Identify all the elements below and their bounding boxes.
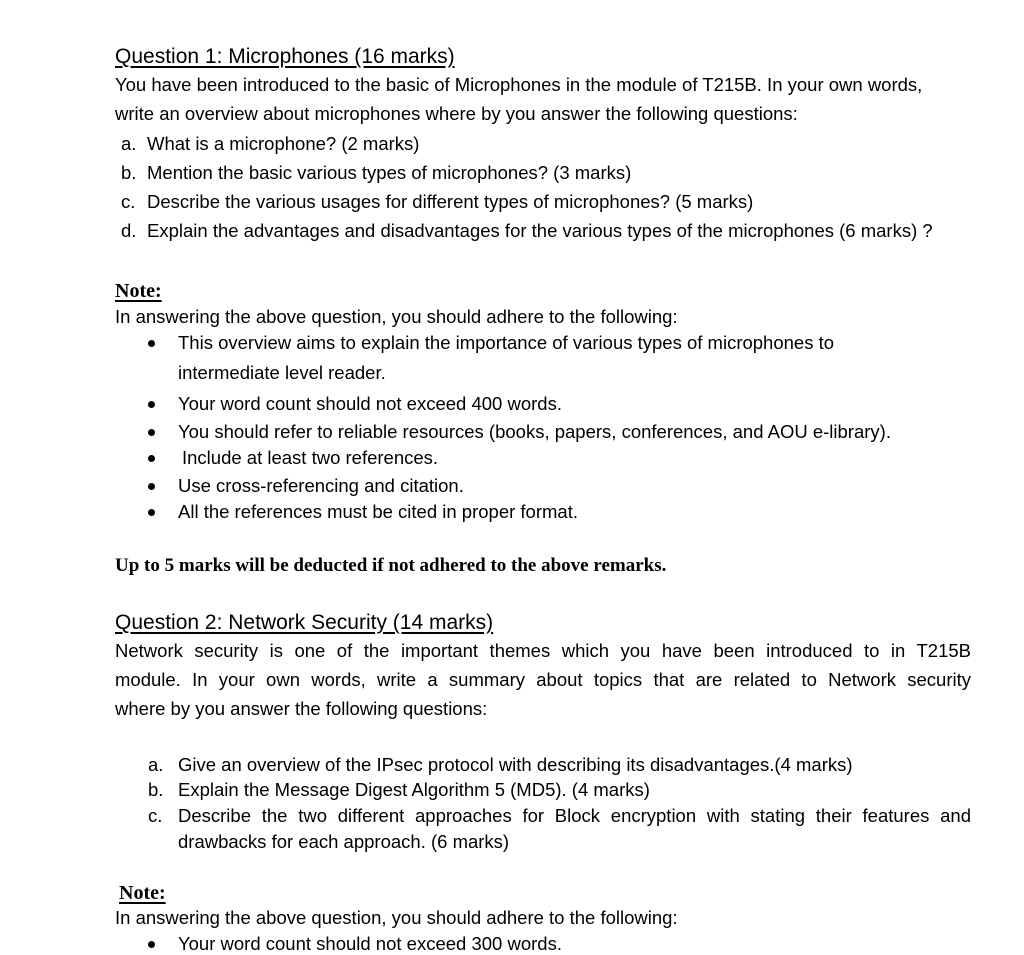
q1-bullet-5: Use cross-referencing and citation.: [178, 475, 464, 496]
q1-bullet-1-cont: intermediate level reader.: [178, 362, 386, 383]
q2-item-a: Give an overview of the IPsec protocol with describing its disadvantages.(4 marks): [178, 754, 853, 775]
q1-item-a: What is a microphone? (2 marks): [147, 133, 420, 154]
bullet-dot: [148, 941, 155, 948]
q1-bullet-4: Include at least two references.: [182, 447, 439, 468]
q1-item-letter: b.: [121, 162, 137, 183]
bullet-dot: [148, 401, 155, 408]
q1-item-letter: c.: [121, 191, 136, 212]
bullet-dot: [148, 455, 155, 462]
q2-item-letter: c.: [148, 805, 163, 826]
q2-item-letter: b.: [148, 779, 164, 800]
q1-bullet-2: Your word count should not exceed 400 words.: [178, 393, 562, 414]
q2-intro-line-3: where by you answer the following questions:: [115, 698, 488, 719]
q1-bullet-1: This overview aims to explain the importance of various types of microphones to: [178, 332, 835, 353]
q2-item-b: Explain the Message Digest Algorithm 5 (MD5). (4 marks): [178, 779, 650, 800]
bullet-dot: [148, 340, 155, 347]
q2-bullet-1: Your word count should not exceed 300 words.: [178, 933, 562, 954]
q1-item-c: Describe the various usages for different types of microphones? (5 marks): [147, 191, 754, 212]
q1-intro-line-1: You have been introduced to the basic of Microphones in the module of T215B. In your own words,: [115, 74, 923, 95]
q1-note-intro: In answering the above question, you should adhere to the following:: [115, 306, 678, 327]
question-2-heading: Question 2: Network Security (14 marks): [115, 611, 494, 634]
q2-item-c: Describe the two different approaches for Block encryption with stating their features and: [178, 805, 971, 826]
q2-note-intro: In answering the above question, you should adhere to the following:: [115, 907, 678, 928]
q1-intro-line-2: write an overview about microphones where by you answer the following questions:: [115, 103, 798, 124]
bullet-dot: [148, 429, 155, 436]
q1-bullet-3: You should refer to reliable resources (books, papers, conferences, and AOU e-library).: [178, 421, 891, 442]
q1-item-letter: a.: [121, 133, 137, 154]
q2-intro-line-1: Network security is one of the important themes which you have been introduced to in T215B: [115, 640, 971, 661]
question-1-heading: Question 1: Microphones (16 marks): [115, 45, 455, 68]
q1-item-d: Explain the advantages and disadvantages for the various types of the microphones (6 marks) ?: [147, 220, 933, 241]
deduction-notice: Up to 5 marks will be deducted if not adhered to the above remarks.: [115, 555, 667, 576]
q1-bullet-6: All the references must be cited in proper format.: [178, 501, 578, 522]
bullet-dot: [148, 483, 155, 490]
q2-item-c-cont: drawbacks for each approach. (6 marks): [178, 831, 510, 852]
q2-note-label: Note:: [119, 882, 166, 904]
q1-item-b: Mention the basic various types of microphones? (3 marks): [147, 162, 632, 183]
q1-item-letter: d.: [121, 220, 137, 241]
q2-item-letter: a.: [148, 754, 164, 775]
bullet-dot: [148, 509, 155, 516]
q1-note-label: Note:: [115, 280, 162, 302]
q2-intro-line-2: module. In your own words, write a summary about topics that are related to Network security: [115, 669, 971, 690]
